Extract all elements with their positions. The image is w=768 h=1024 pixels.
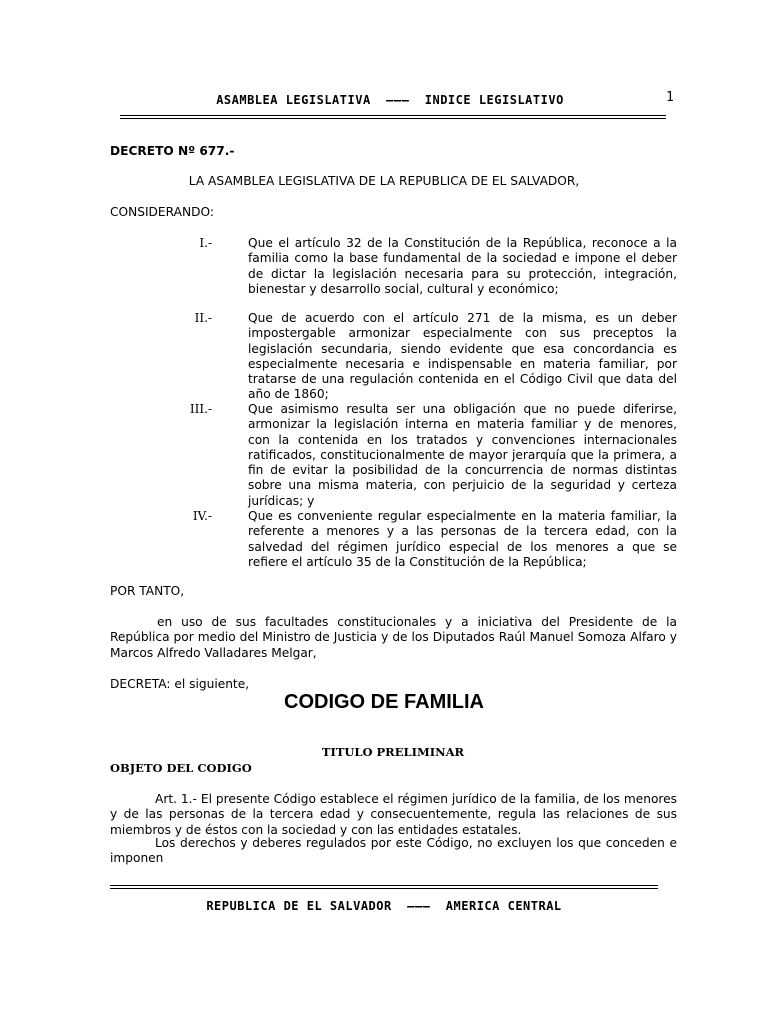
- header-double-rule: [120, 115, 666, 119]
- considerando-number: III.-: [189, 402, 212, 416]
- por-tanto-paragraph: en uso de sus facultades constitucionales y a iniciativa del Presidente de la República por medio del Ministro de Justicia y de los Diputados Raúl Manuel Somoza Alfaro y Marcos Alfredo Valladares Melgar,: [110, 615, 677, 660]
- header-title: ASAMBLEA LEGISLATIVA ——— INDICE LEGISLATIVO: [216, 93, 564, 107]
- article-1-paragraph: Art. 1.- El presente Código establece el régimen jurídico de la familia, de los menores y de las personas de la tercera edad y consecuentemente, regula las relaciones de sus miembros y de éstos con la sociedad y con las entidades estatales.: [110, 792, 677, 837]
- decreta-line: DECRETA: el siguiente,: [110, 677, 250, 691]
- decree-number: DECRETO Nº 677.-: [110, 144, 235, 158]
- considerando-text: Que el artículo 32 de la Constitución de la República, reconoce a la familia como la base fundamental de la sociedad e impone el deber de dictar la legislación necesaria para su protección, integración, bienestar y desarrollo social, cultural y económico;: [248, 236, 677, 296]
- por-tanto-label: POR TANTO,: [110, 584, 185, 598]
- considerando-number: I.-: [199, 236, 212, 250]
- assembly-line: LA ASAMBLEA LEGISLATIVA DE LA REPUBLICA DE EL SALVADOR,: [188, 174, 580, 188]
- considerando-text: Que asimismo resulta ser una obligación que no puede diferirse, armonizar la legislación interna en materia familiar y de menores, con la contenida en los tratados y convenciones internacionales ratificados, constitucionalmente de mayor jerarquía que la primera, a fin de evitar la posibilidad de la concurrencia de normas distintas sobre una misma materia, con perjuicio de la seguridad y certeza jurídicas; y: [248, 402, 677, 508]
- footer-double-rule: [110, 885, 658, 889]
- considerando-label: CONSIDERANDO:: [110, 205, 214, 219]
- considerando-number: II.-: [194, 311, 212, 325]
- considerando-text: Que de acuerdo con el artículo 271 de la misma, es un deber impostergable armonizar especialmente con sus preceptos la legislación secundaria, siendo evidente que esa concordancia es especialmente necesaria e indispensable en materia familiar, por tratarse de una regulación contenida en el Código Civil que data del año de 1860;: [248, 311, 677, 402]
- considerando-number: IV.-: [192, 509, 212, 523]
- page-number: 1: [666, 90, 674, 105]
- objeto-heading: OBJETO DEL CODIGO: [110, 761, 252, 775]
- titulo-preliminar-heading: TITULO PRELIMINAR: [321, 745, 465, 759]
- footer-title: REPUBLICA DE EL SALVADOR ——— AMERICA CENTRAL: [206, 899, 562, 913]
- derechos-paragraph: Los derechos y deberes regulados por este Código, no excluyen los que conceden e imponen: [110, 836, 677, 866]
- code-title: CODIGO DE FAMILIA: [284, 691, 484, 713]
- considerando-text: Que es conveniente regular especialmente en la materia familiar, la referente a menores y a las personas de la tercera edad, con la salvedad del régimen jurídico especial de los menores a que se refiere el artículo 35 de la Constitución de la República;: [248, 509, 677, 569]
